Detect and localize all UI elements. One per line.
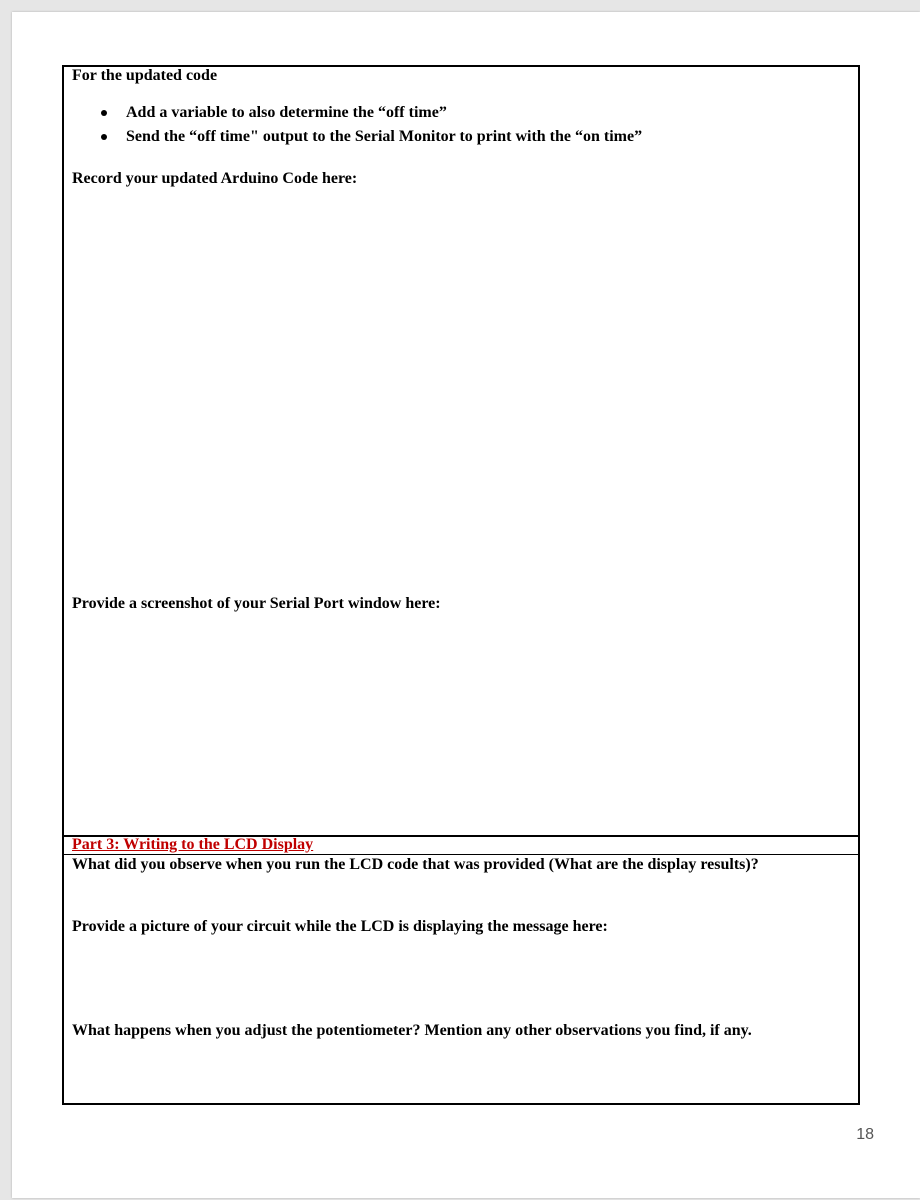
bullet-item-send-off-time: Send the “off time" output to the Serial Monitor to print with the “on time”: [126, 128, 643, 145]
record-code-prompt: Record your updated Arduino Code here:: [72, 170, 358, 187]
lcd-questions-cell: [62, 854, 860, 1105]
page-number: 18: [856, 1126, 874, 1143]
lcd-observation-question: What did you observe when you run the LCD code that was provided (What are the display results)?: [72, 856, 759, 873]
potentiometer-question: What happens when you adjust the potentiometer? Mention any other observations you find, if any.: [72, 1022, 752, 1039]
serial-screenshot-prompt: Provide a screenshot of your Serial Port window here:: [72, 595, 441, 612]
document-page: [12, 12, 920, 1198]
updated-code-heading: For the updated code: [72, 67, 218, 84]
bullet-item-off-time-variable: Add a variable to also determine the “off time”: [126, 104, 447, 121]
bullet-icon: [101, 110, 107, 116]
circuit-picture-prompt: Provide a picture of your circuit while the LCD is displaying the message here:: [72, 918, 608, 935]
bullet-icon: [101, 134, 107, 140]
part3-title: Part 3: Writing to the LCD Display: [72, 836, 314, 853]
